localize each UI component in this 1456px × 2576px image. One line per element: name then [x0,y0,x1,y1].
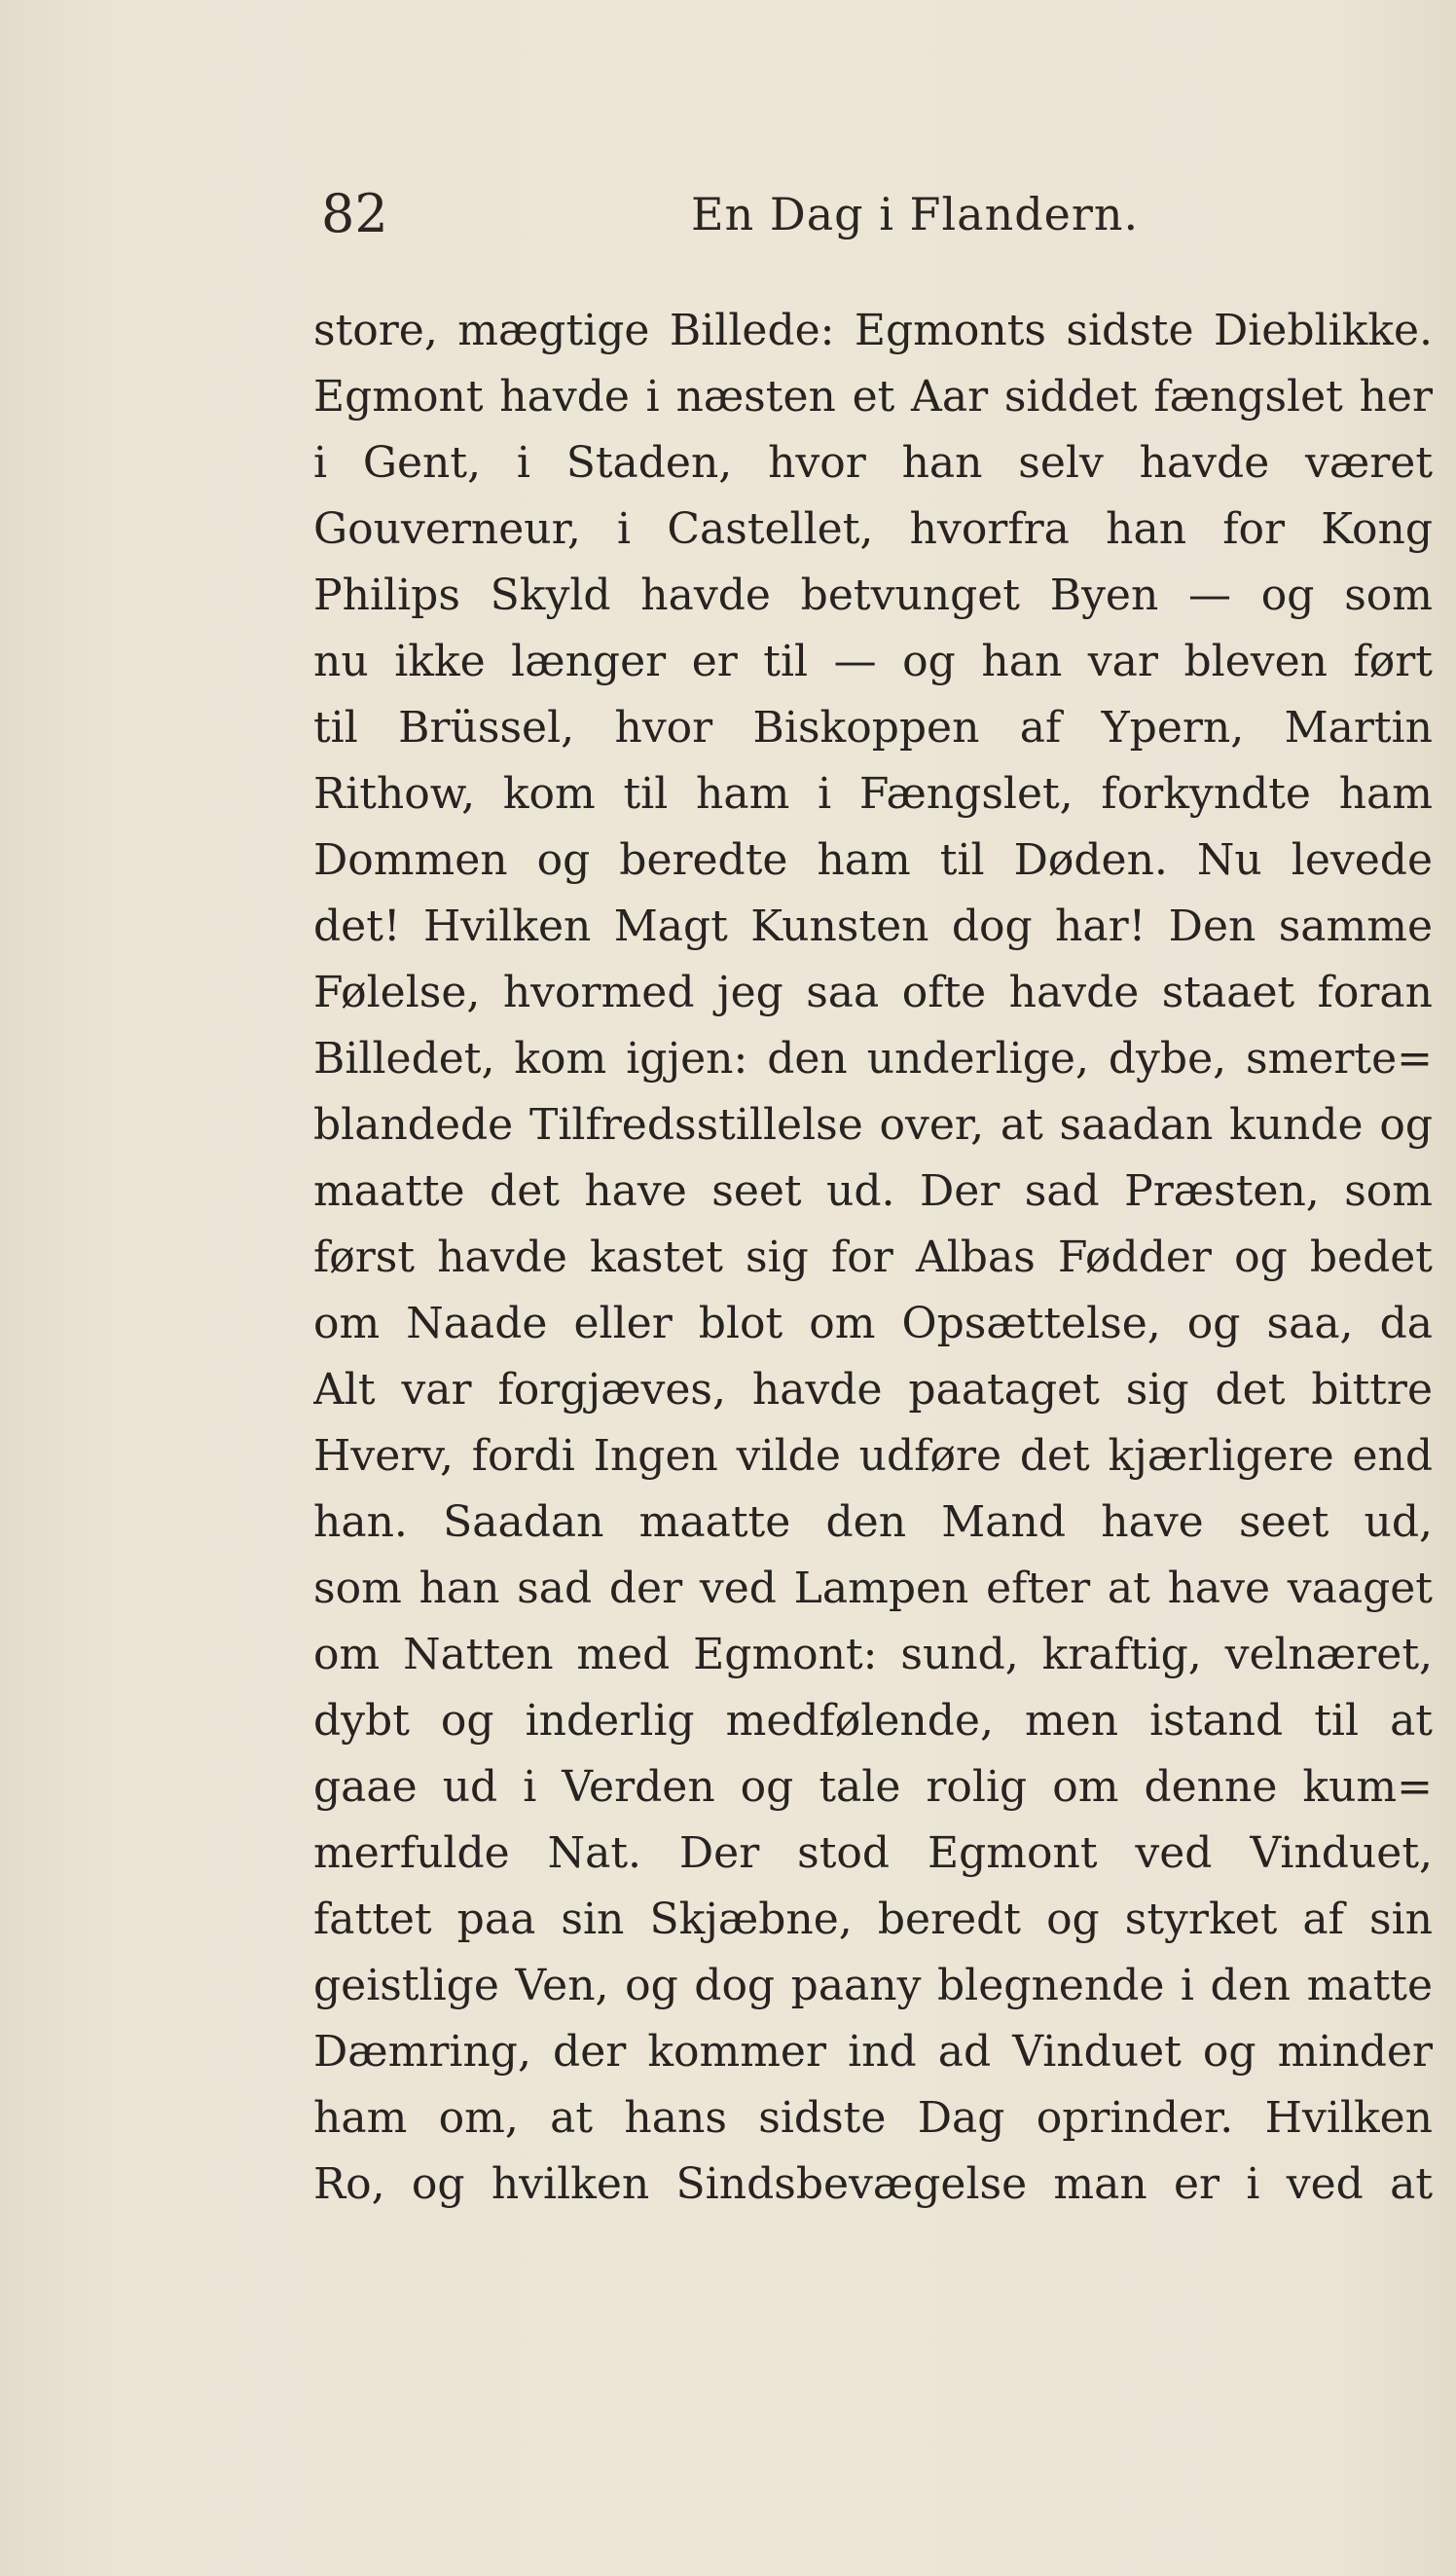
text-line: nu ikke længer er til — og han var bleven ført [313,637,1433,686]
text-line: om Natten med Egmont: sund, kraftig, velnæret, [313,1630,1433,1679]
text-line: som han sad der ved Lampen efter at have vaaget [313,1564,1433,1613]
text-line: Gouverneur, i Castellet, hvorfra han for Kong [313,504,1433,554]
text-line: Dæmring, der kommer ind ad Vinduet og minder [313,2027,1433,2077]
text-line: det! Hvilken Magt Kunsten dog har! Den samme [313,902,1433,951]
text-line: store, mægtige Billede: Egmonts sidste Dieblikke. [313,306,1433,355]
text-line: ham om, at hans sidste Dag oprinder. Hvilken [313,2093,1433,2143]
text-line: fattet paa sin Skjæbne, beredt og styrket af sin [313,1895,1433,1944]
text-line: Philips Skyld havde betvunget Byen — og som [313,570,1433,620]
text-line: Følelse, hvormed jeg saa ofte havde staaet foran [313,968,1433,1017]
text-line: maatte det have seet ud. Der sad Præsten, som [313,1166,1433,1216]
text-line: Rithow, kom til ham i Fængslet, forkyndte ham [313,769,1433,819]
text-line: Ro, og hvilken Sindsbevægelse man er i ved at [313,2159,1433,2209]
text-line: han. Saadan maatte den Mand have seet ud, [313,1497,1433,1547]
text-line: Egmont havde i næsten et Aar siddet fængslet her [313,372,1433,422]
text-line: gaae ud i Verden og tale rolig om denne kum= [313,1762,1433,1812]
text-line: geistlige Ven, og dog paany blegnende i den matte [313,1961,1433,2010]
text-line: Dommen og beredte ham til Døden. Nu levede [313,835,1433,885]
text-line: Billedet, kom igjen: den underlige, dybe, smerte= [313,1034,1433,1084]
text-line: først havde kastet sig for Albas Fødder og bedet [313,1233,1433,1282]
text-line: Alt var forgjæves, havde paataget sig det bittre [313,1365,1433,1415]
text-line: blandede Tilfredsstillelse over, at saadan kunde og [313,1100,1433,1150]
running-head [321,175,1431,253]
body-text [313,298,1433,2218]
text-line: til Brüssel, hvor Biskoppen af Ypern, Martin [313,703,1433,753]
text-line: Hverv, fordi Ingen vilde udføre det kjærligere end [313,1431,1433,1481]
page-number: 82 [321,183,388,244]
running-title: En Dag i Flandern. [691,188,1140,240]
text-line: i Gent, i Staden, hvor han selv havde været [313,438,1433,488]
text-line: dybt og inderlig medfølende, men istand til at [313,1696,1433,1746]
text-line: om Naade eller blot om Opsættelse, og saa, da [313,1299,1433,1348]
text-line: merfulde Nat. Der stod Egmont ved Vinduet, [313,1828,1433,1878]
